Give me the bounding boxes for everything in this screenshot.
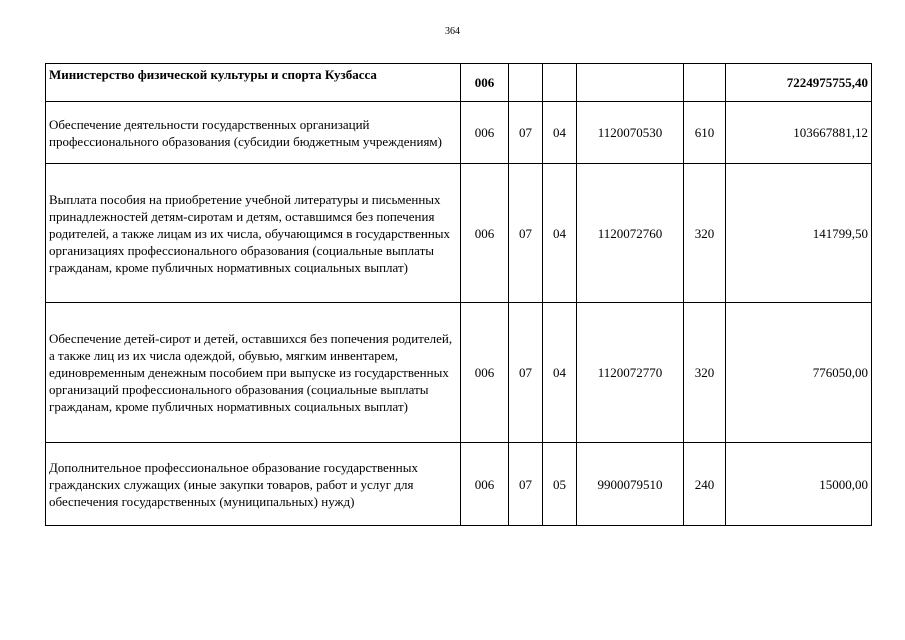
subsection-cell: 05 bbox=[543, 443, 577, 526]
table-row bbox=[46, 164, 872, 303]
ministry-code-cell: 006 bbox=[461, 64, 509, 102]
subsection-cell: 04 bbox=[543, 102, 577, 164]
amount-cell: 776050,00 bbox=[726, 303, 872, 443]
subsection-cell bbox=[543, 64, 577, 102]
table-row bbox=[46, 443, 872, 526]
expense-type-cell: 320 bbox=[684, 164, 726, 303]
subsection-cell: 04 bbox=[543, 164, 577, 303]
ministry-code-cell: 006 bbox=[461, 164, 509, 303]
ministry-code-cell: 006 bbox=[461, 443, 509, 526]
section-cell: 07 bbox=[509, 164, 543, 303]
amount-cell: 103667881,12 bbox=[726, 102, 872, 164]
page-number: 364 bbox=[445, 26, 460, 37]
row-name-cell: Обеспечение деятельности государственных организаций профессионального образования (субсидии бюджетным учреждениям) bbox=[46, 102, 461, 164]
ministry-code-cell: 006 bbox=[461, 102, 509, 164]
ministry-name-cell: Министерство физической культуры и спорта Кузбасса bbox=[46, 64, 461, 102]
section-cell: 07 bbox=[509, 102, 543, 164]
section-cell: 07 bbox=[509, 303, 543, 443]
expense-type-cell: 610 bbox=[684, 102, 726, 164]
section-cell bbox=[509, 64, 543, 102]
amount-cell: 141799,50 bbox=[726, 164, 872, 303]
table-row bbox=[46, 303, 872, 443]
expense-type-cell bbox=[684, 64, 726, 102]
budget-table bbox=[45, 63, 872, 526]
row-name-cell: Выплата пособия на приобретение учебной литературы и письменных принадлежностей детям-сиротам и детям, оставшимся без попечения родителей, а также лицам из их числа, обучающимся в государственных организациях профессионального образования (социальные выплаты гражданам, кроме публичных нормативных социальных выплат) bbox=[46, 164, 461, 303]
target-article-cell: 1120072760 bbox=[577, 164, 684, 303]
expense-type-cell: 240 bbox=[684, 443, 726, 526]
expense-type-cell: 320 bbox=[684, 303, 726, 443]
target-article-cell: 1120070530 bbox=[577, 102, 684, 164]
section-cell: 07 bbox=[509, 443, 543, 526]
amount-cell: 7224975755,40 bbox=[726, 64, 872, 102]
target-article-cell: 1120072770 bbox=[577, 303, 684, 443]
table-row bbox=[46, 102, 872, 164]
table-header-row bbox=[46, 64, 872, 102]
target-article-cell bbox=[577, 64, 684, 102]
target-article-cell: 9900079510 bbox=[577, 443, 684, 526]
amount-cell: 15000,00 bbox=[726, 443, 872, 526]
ministry-code-cell: 006 bbox=[461, 303, 509, 443]
row-name-cell: Дополнительное профессиональное образование государственных гражданских служащих (иные закупки товаров, работ и услуг для обеспечения государственных (муниципальных) нужд) bbox=[46, 443, 461, 526]
subsection-cell: 04 bbox=[543, 303, 577, 443]
row-name-cell: Обеспечение детей-сирот и детей, оставшихся без попечения родителей, а также лиц из их числа одеждой, обувью, мягким инвентарем, единовременным денежным пособием при выпуске из государственных организаций профессионального образования (социальные выплаты гражданам, кроме публичных нормативных социальных выплат) bbox=[46, 303, 461, 443]
